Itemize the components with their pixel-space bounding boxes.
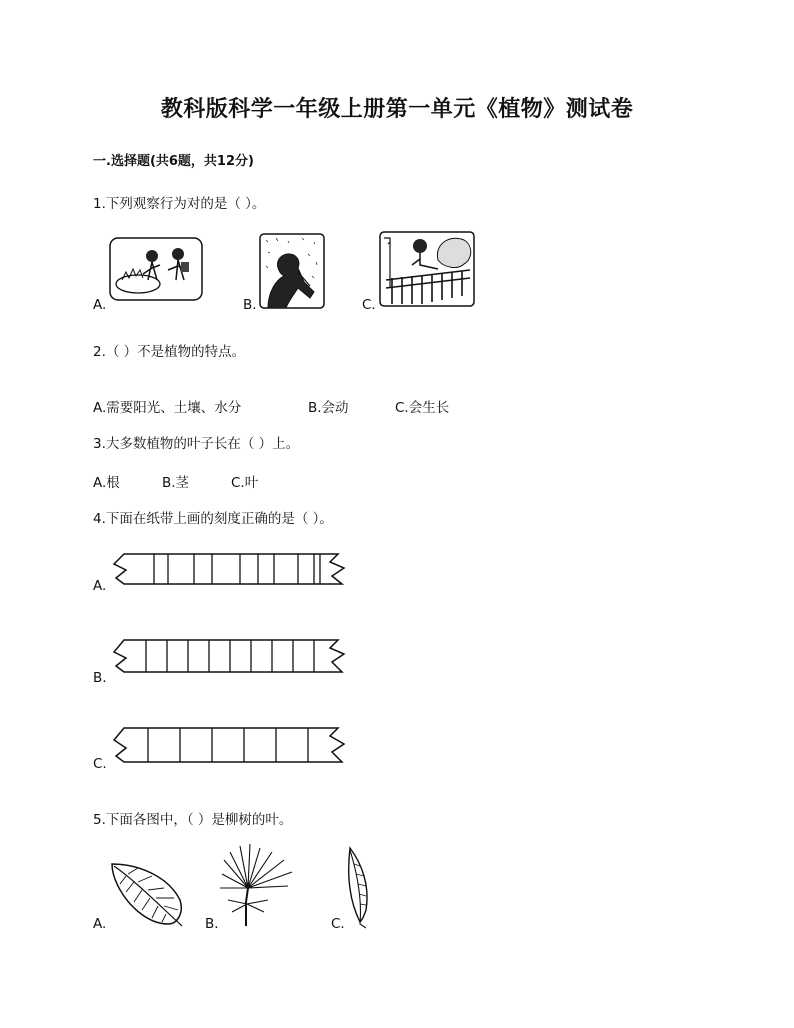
q4-tape-b	[112, 634, 352, 680]
q5-leaf-serrated-icon	[108, 860, 188, 930]
question-2: 2.（ ）不是植物的特点。	[93, 344, 246, 360]
q5-option-a-label: A.	[93, 916, 107, 932]
q4-option-c-label: C.	[93, 756, 107, 772]
q4-tape-c	[112, 722, 352, 770]
q2-option-b: B.会动	[308, 400, 349, 416]
q2-option-c: C.会生长	[395, 400, 450, 416]
q5-option-c-label: C.	[331, 916, 345, 932]
question-3: 3.大多数植物的叶子长在（ ）上。	[93, 436, 300, 452]
question-5: 5.下面各图中，（ ）是柳树的叶。	[93, 812, 293, 828]
section-heading: 一.选择题(共6题，共12分)	[93, 154, 254, 169]
q1-option-a-label: A.	[93, 297, 107, 313]
question-4: 4.下面在纸带上画的刻度正确的是（ ）。	[93, 511, 333, 527]
q1-image-children-on-dirt	[108, 236, 204, 304]
q4-option-b-label: B.	[93, 670, 107, 686]
q3-option-c: C.叶	[231, 475, 259, 491]
page-title: 教科版科学一年级上册第一单元《植物》测试卷	[160, 96, 634, 122]
q1-option-c-label: C.	[362, 297, 376, 313]
q5-pine-needles-icon	[218, 842, 298, 930]
q1-option-b-label: B.	[243, 297, 257, 313]
q1-image-girl-at-fence	[378, 230, 476, 308]
q5-option-b-label: B.	[205, 916, 219, 932]
q5-willow-leaf-icon	[344, 846, 380, 930]
q4-option-a-label: A.	[93, 578, 107, 594]
q2-option-a: A.需要阳光、土壤、水分	[93, 400, 242, 416]
q3-option-a: A.根	[93, 475, 120, 491]
question-1: 1.下列观察行为对的是（ ）。	[93, 196, 266, 212]
q1-image-girl-smelling	[258, 232, 326, 310]
q3-option-b: B.茎	[162, 475, 190, 491]
q4-tape-a	[112, 548, 352, 592]
